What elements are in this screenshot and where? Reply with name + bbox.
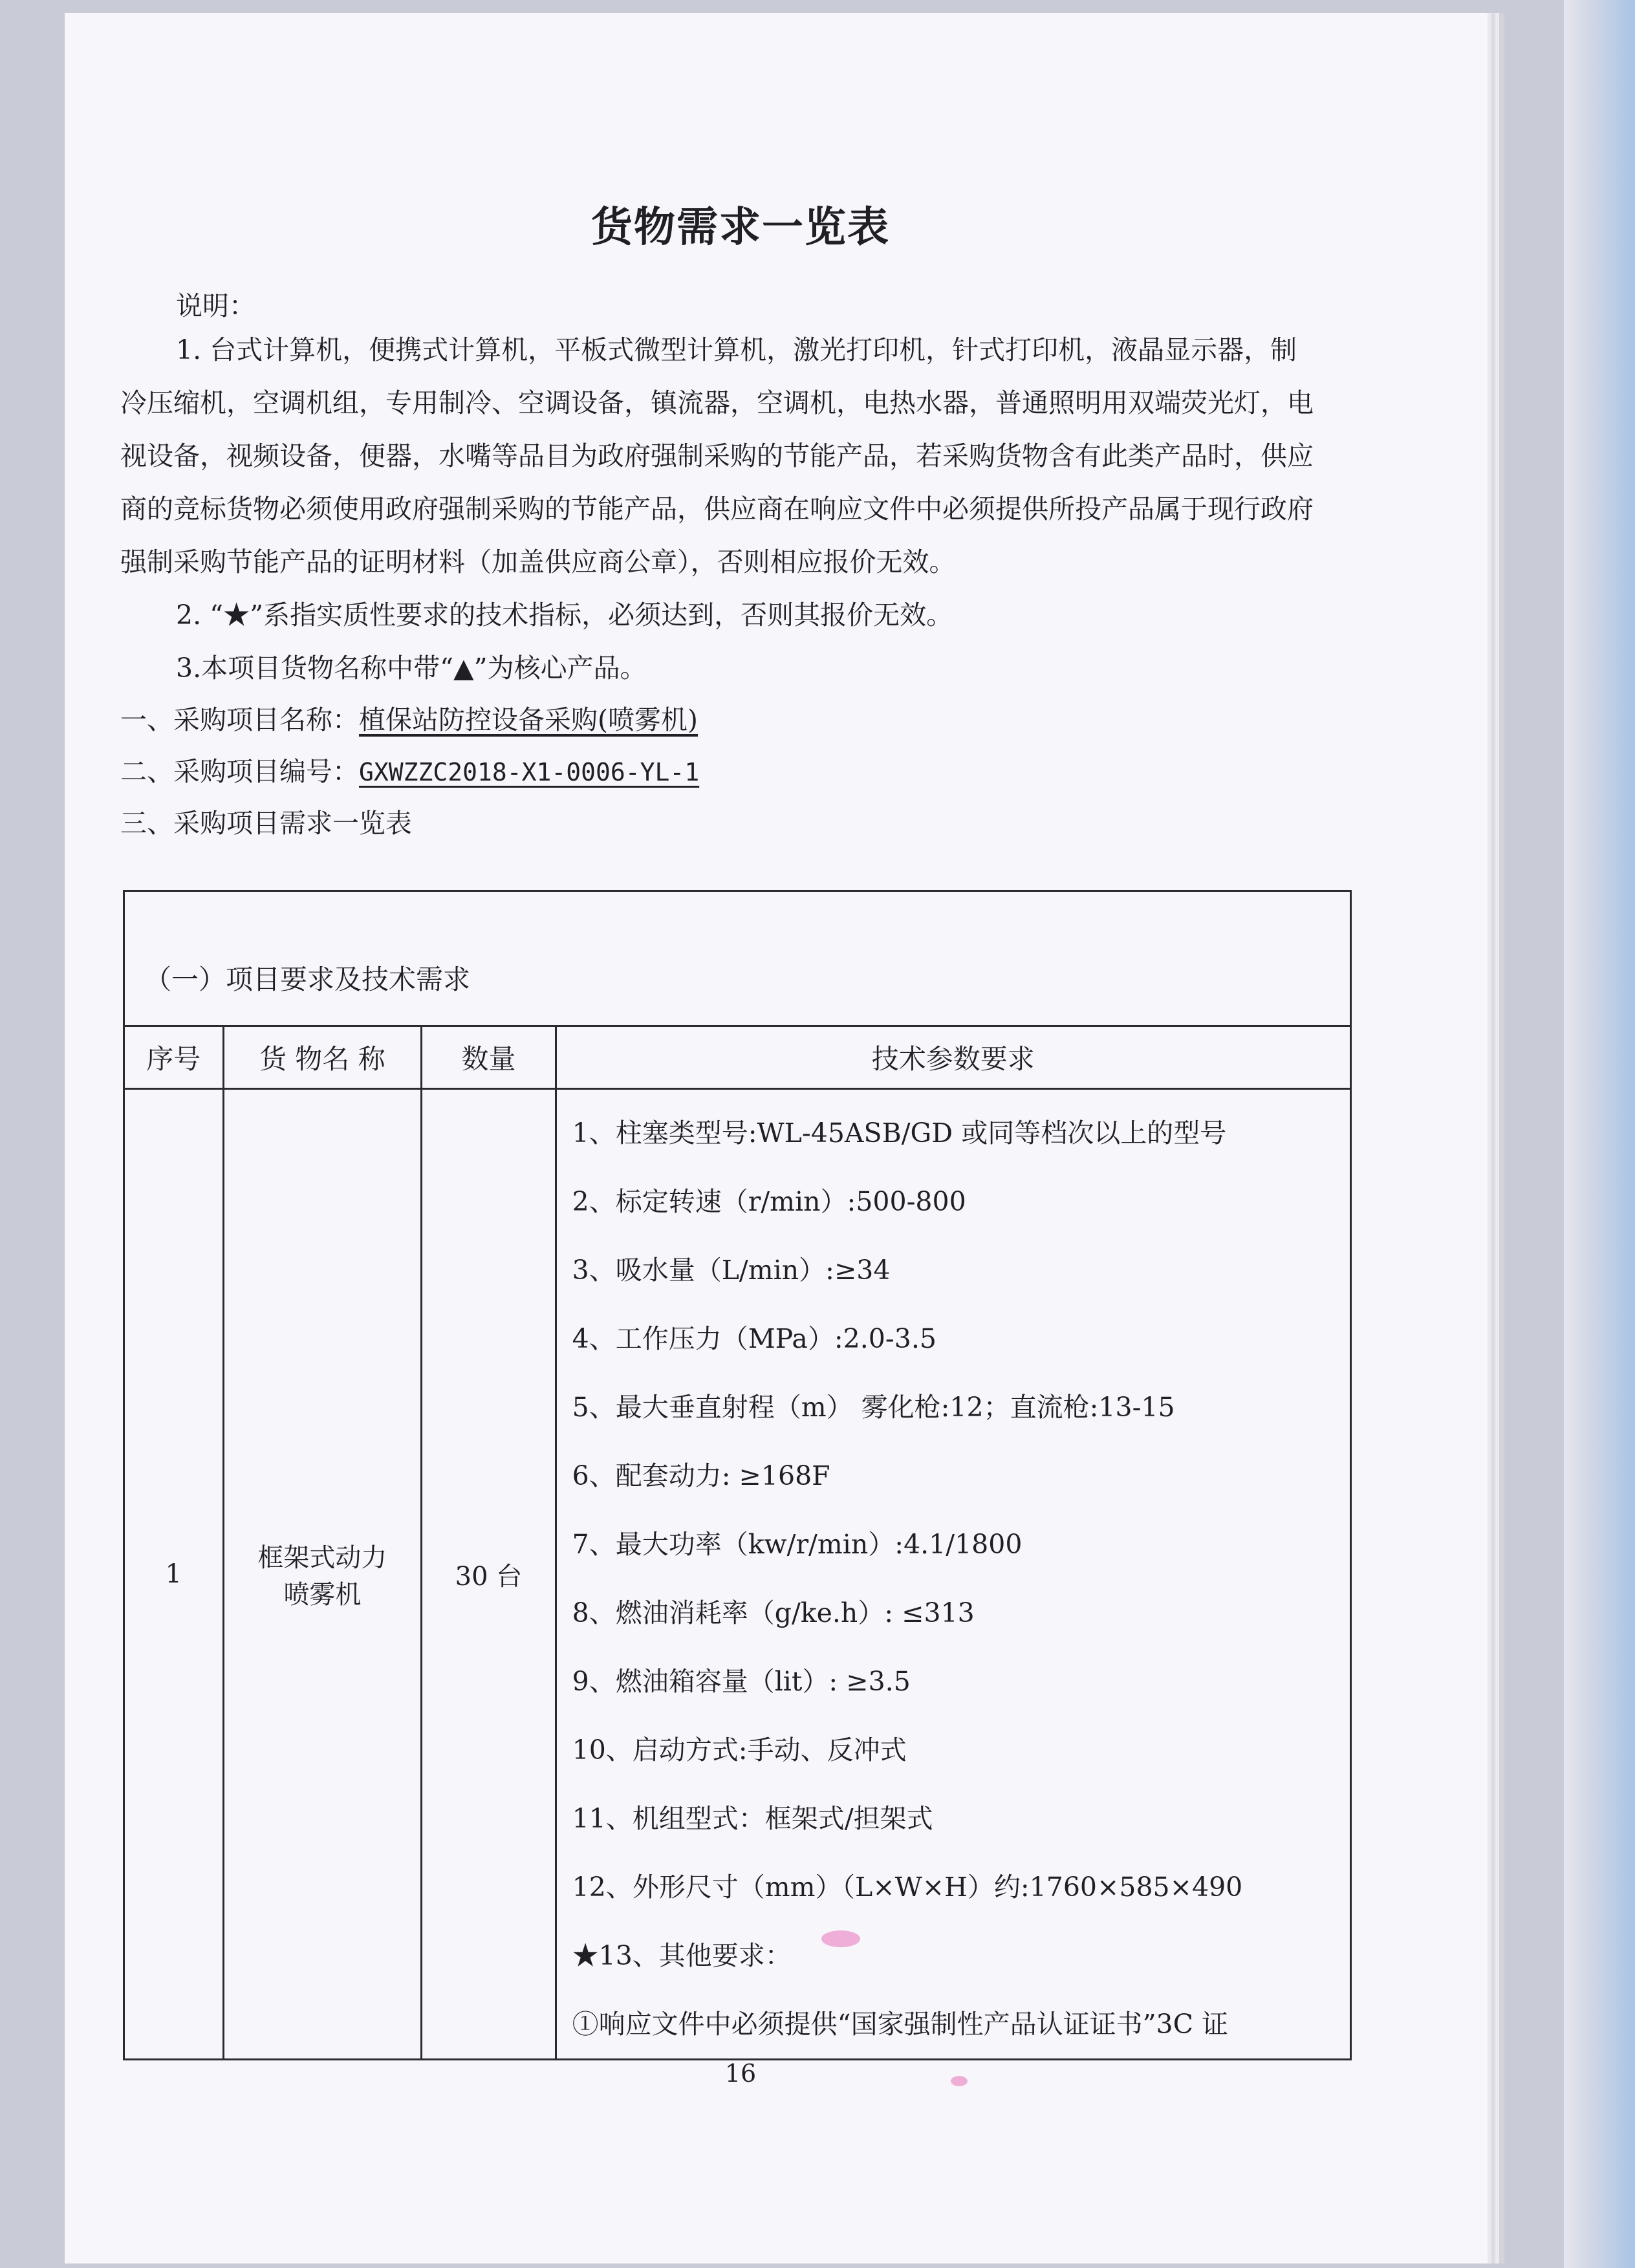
project-code-line bbox=[120, 745, 1317, 799]
book-edge bbox=[1564, 0, 1635, 2268]
requirements-table bbox=[123, 890, 1352, 2060]
section-title: （一）项目要求及技术需求 bbox=[124, 891, 1351, 1026]
row-name-line1: 框架式动力 bbox=[257, 1543, 387, 1573]
spec-line: 7、最大功率（kw/r/min）:4.1/1800 bbox=[572, 1529, 1023, 1560]
spec-line: 3、吸水量（L/min）:≥34 bbox=[572, 1255, 891, 1286]
page-number: 16 bbox=[724, 2059, 757, 2088]
notes-label: 说明： bbox=[176, 290, 255, 321]
spec-line: 6、配套动力: ≥168F bbox=[572, 1460, 830, 1491]
spec-line: 10、启动方式:手动、反冲式 bbox=[572, 1734, 907, 1766]
row-qty: 30 台 bbox=[422, 1089, 556, 2060]
note-3: 3.本项目货物名称中带“▲”为核心产品。 bbox=[176, 653, 647, 684]
table-row bbox=[124, 1089, 1351, 2060]
project-code-label: 二、采购项目编号： bbox=[120, 756, 359, 787]
spec-line: 5、最大垂直射程（m） 雾化枪:12；直流枪:13-15 bbox=[572, 1392, 1175, 1423]
spec-line: 12、外形尺寸（mm）（L×W×H）约:1760×585×490 bbox=[572, 1872, 1243, 1903]
header-no: 序号 bbox=[124, 1026, 224, 1089]
row-name bbox=[223, 1089, 422, 2060]
table-column-headers bbox=[124, 1026, 1351, 1089]
spec-line: ★13、其他要求： bbox=[572, 1940, 792, 1971]
ink-stain bbox=[821, 1930, 860, 1947]
ink-stain bbox=[951, 2076, 968, 2086]
spec-line: 9、燃油箱容量（lit）: ≥3.5 bbox=[572, 1666, 911, 1697]
note-1: 1. 台式计算机，便携式计算机，平板式微型计算机，激光打印机，针式打印机，液晶显示器，制冷压缩机，空调机组，专用制冷、空调设备，镇流器，空调机，电热水器，普通照明用双端荧光灯，电视设备，视频设备，便器，水嘴等品目为政府强制采购的节能产品，若采购货物含有此类产品时，供应商的竞标货物必须使用政府强制采购的节能产品，供应商在响应文件中必须提供所投产品属于现行政府强制采购节能产品的证明材料（加盖供应商公章），否则相应报价无效。 bbox=[120, 334, 1314, 578]
row-no: 1 bbox=[124, 1089, 224, 2060]
project-list-label: 三、采购项目需求一览表 bbox=[120, 808, 412, 839]
page-title: 货物需求一览表 bbox=[591, 203, 890, 252]
project-name-value: 植保站防控设备采购(喷雾机) bbox=[359, 704, 698, 735]
header-name: 货 物名 称 bbox=[223, 1026, 422, 1089]
project-name-label: 一、采购项目名称： bbox=[120, 704, 359, 735]
spec-line: 4、工作压力（MPa）:2.0-3.5 bbox=[572, 1323, 937, 1354]
project-name-line bbox=[120, 693, 1317, 746]
spec-line: 8、燃油消耗率（g/ke.h）: ≤313 bbox=[572, 1597, 975, 1628]
note-2: 2. “★”系指实质性要求的技术指标，必须达到，否则其报价无效。 bbox=[176, 599, 953, 631]
spec-line: 2、标定转速（r/min）:500-800 bbox=[572, 1186, 966, 1217]
row-specs bbox=[556, 1089, 1350, 2060]
row-name-line2: 喷雾机 bbox=[283, 1580, 362, 1610]
header-spec: 技术参数要求 bbox=[556, 1026, 1350, 1089]
table-section-header bbox=[124, 891, 1351, 1026]
spec-line: 11、机组型式：框架式/担架式 bbox=[572, 1803, 933, 1834]
project-code-value: GXWZZC2018-X1-0006-YL-1 bbox=[359, 758, 700, 786]
spec-line: ①响应文件中必须提供“国家强制性产品认证证书”3C 证 bbox=[572, 2009, 1229, 2040]
spec-line: 1、柱塞类型号:WL-45ASB/GD 或同等档次以上的型号 bbox=[572, 1118, 1227, 1149]
header-qty: 数量 bbox=[422, 1026, 556, 1089]
